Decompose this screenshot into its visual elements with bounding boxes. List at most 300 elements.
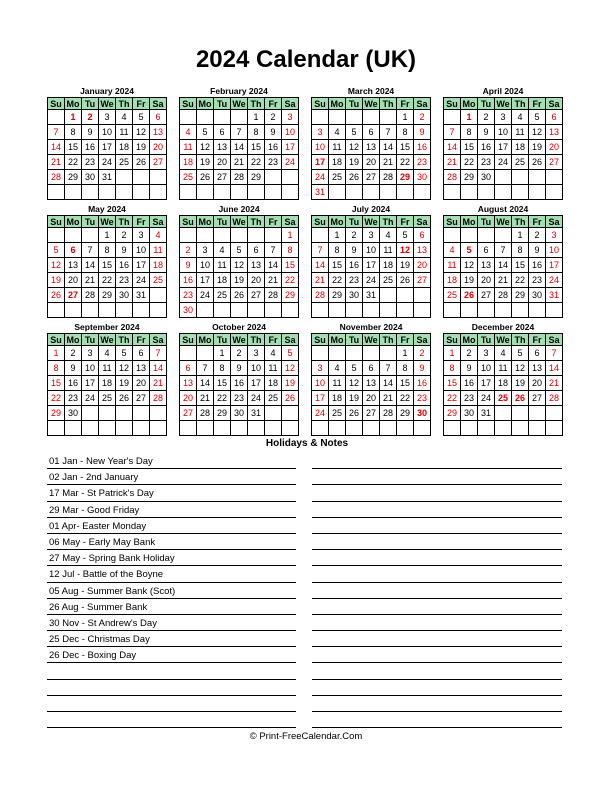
day-cell: 22 [397, 155, 414, 170]
day-cell: 14 [197, 376, 214, 391]
day-cell: 3 [248, 346, 265, 361]
note-line [312, 485, 562, 501]
day-cell [150, 303, 167, 318]
day-cell: 23 [529, 273, 546, 288]
day-cell: 18 [99, 376, 116, 391]
day-cell: 30 [461, 406, 478, 421]
day-cell [444, 303, 461, 318]
weekday-header: We [364, 98, 378, 109]
month-calendar [443, 322, 563, 436]
day-cell [265, 303, 282, 318]
month-calendar [179, 86, 299, 200]
day-cell: 10 [82, 361, 99, 376]
note-line [312, 599, 562, 615]
day-cell: 18 [329, 391, 346, 406]
day-cell: 13 [65, 258, 82, 273]
day-cell [478, 185, 495, 200]
week-row [48, 406, 167, 421]
day-cell: 4 [180, 125, 197, 140]
day-cell [282, 406, 299, 421]
day-cell: 8 [329, 243, 346, 258]
day-cell [265, 406, 282, 421]
week-row [312, 243, 431, 258]
weekday-header: Su [312, 216, 329, 228]
weekday-header: Fr [397, 98, 414, 110]
day-cell: 2 [414, 346, 431, 361]
day-cell [282, 170, 299, 185]
day-cell: 28 [265, 288, 282, 303]
weekday-header: Mo [66, 98, 80, 109]
weekday-header: Tu [346, 98, 363, 110]
week-row [48, 273, 167, 288]
day-cell: 7 [546, 346, 563, 361]
week-row [312, 406, 431, 421]
weekday-header: Su [444, 98, 461, 110]
day-cell: 15 [397, 140, 414, 155]
weekday-header: Sa [414, 216, 431, 228]
weekday-header: Mo [330, 98, 344, 109]
weekday-header: We [364, 216, 378, 227]
day-cell: 12 [529, 125, 546, 140]
week-row [48, 421, 167, 436]
day-cell: 30 [231, 406, 248, 421]
day-cell: 10 [495, 125, 512, 140]
weekday-header: Fr [529, 334, 546, 346]
weekday-header: We [100, 216, 114, 227]
day-cell: 9 [82, 125, 99, 140]
week-row [444, 258, 563, 273]
notes-lines [312, 453, 562, 728]
month-name: February 2024 [210, 86, 268, 96]
day-cell [231, 303, 248, 318]
day-cell: 22 [397, 391, 414, 406]
week-row [180, 406, 299, 421]
day-cell: 16 [65, 376, 82, 391]
day-cell: 28 [444, 170, 461, 185]
day-cell: 11 [99, 361, 116, 376]
day-cell: 17 [133, 258, 150, 273]
day-cell: 28 [380, 406, 397, 421]
day-cell: 26 [231, 288, 248, 303]
day-cell: 14 [150, 361, 167, 376]
day-cell: 11 [329, 376, 346, 391]
day-cell [282, 303, 299, 318]
day-cell: 6 [65, 243, 82, 258]
day-cell: 1 [329, 228, 346, 243]
day-cell [197, 421, 214, 436]
week-row [180, 155, 299, 170]
day-cell: 12 [346, 140, 363, 155]
day-cell: 21 [48, 155, 65, 170]
month-calendar [443, 204, 563, 318]
weekday-header: Tu [346, 216, 363, 228]
day-cell [312, 346, 329, 361]
day-cell: 24 [248, 391, 265, 406]
holiday-entry: 17 Mar - St Patrick's Day [47, 485, 296, 501]
day-cell: 16 [265, 140, 282, 155]
day-cell: 27 [180, 406, 197, 421]
day-cell: 6 [414, 228, 431, 243]
weekday-header: Su [180, 334, 197, 346]
note-line [312, 453, 562, 469]
weekday-header: Sa [546, 334, 563, 346]
weekday-header: Th [116, 216, 133, 228]
day-cell: 19 [231, 273, 248, 288]
day-cell: 22 [99, 273, 116, 288]
day-cell: 20 [363, 391, 380, 406]
day-cell [197, 346, 214, 361]
week-row [48, 346, 167, 361]
day-cell [546, 303, 563, 318]
day-cell: 24 [282, 155, 299, 170]
week-row [48, 391, 167, 406]
day-cell [478, 228, 495, 243]
day-cell [380, 303, 397, 318]
day-cell: 16 [461, 376, 478, 391]
day-cell: 8 [397, 125, 414, 140]
day-cell: 24 [312, 406, 329, 421]
day-cell: 2 [346, 228, 363, 243]
week-row [180, 228, 299, 243]
day-cell: 2 [414, 110, 431, 125]
day-cell: 13 [414, 243, 431, 258]
day-cell: 18 [150, 258, 167, 273]
day-cell: 20 [133, 376, 150, 391]
day-cell: 30 [414, 406, 431, 421]
week-row [444, 170, 563, 185]
day-cell [180, 421, 197, 436]
day-cell: 5 [346, 125, 363, 140]
day-cell: 4 [512, 110, 529, 125]
week-row [312, 361, 431, 376]
day-cell: 27 [363, 406, 380, 421]
day-cell: 15 [329, 258, 346, 273]
weekday-header: Th [248, 216, 265, 228]
day-cell: 3 [99, 110, 116, 125]
day-cell: 25 [214, 288, 231, 303]
day-cell [265, 421, 282, 436]
day-cell: 10 [546, 243, 563, 258]
day-cell [116, 406, 133, 421]
week-row [444, 140, 563, 155]
day-cell: 30 [529, 288, 546, 303]
day-cell [231, 228, 248, 243]
day-cell: 9 [231, 361, 248, 376]
day-cell: 11 [150, 243, 167, 258]
week-row [444, 185, 563, 200]
week-row [444, 125, 563, 140]
day-cell [48, 421, 65, 436]
day-cell: 18 [214, 273, 231, 288]
day-cell: 22 [48, 391, 65, 406]
week-row [48, 170, 167, 185]
day-cell: 7 [380, 361, 397, 376]
weekday-header: Th [248, 334, 265, 346]
month-calendar [311, 86, 431, 200]
day-cell: 4 [329, 361, 346, 376]
day-cell [65, 185, 82, 200]
day-cell [312, 303, 329, 318]
day-cell: 6 [529, 346, 546, 361]
day-cell: 21 [231, 155, 248, 170]
weekday-header: We [496, 216, 510, 227]
day-cell: 7 [48, 125, 65, 140]
week-row [48, 243, 167, 258]
month-name: October 2024 [212, 322, 266, 332]
day-cell: 25 [444, 288, 461, 303]
day-cell: 18 [116, 140, 133, 155]
day-cell [180, 185, 197, 200]
day-cell: 4 [265, 346, 282, 361]
day-cell: 3 [546, 228, 563, 243]
day-cell: 23 [461, 391, 478, 406]
day-cell: 12 [197, 140, 214, 155]
day-cell [414, 288, 431, 303]
day-cell: 4 [99, 346, 116, 361]
day-cell: 26 [116, 391, 133, 406]
day-cell [180, 346, 197, 361]
day-cell: 15 [444, 376, 461, 391]
day-cell [380, 346, 397, 361]
day-cell [248, 185, 265, 200]
day-cell: 24 [363, 273, 380, 288]
day-cell: 3 [312, 361, 329, 376]
holiday-entry: 01 Apr- Easter Monday [47, 518, 296, 534]
month-name: June 2024 [218, 204, 260, 214]
day-cell [231, 421, 248, 436]
day-cell: 30 [65, 406, 82, 421]
day-cell: 4 [150, 228, 167, 243]
day-cell: 25 [380, 273, 397, 288]
day-cell [116, 185, 133, 200]
note-line [47, 663, 296, 679]
day-cell [329, 110, 346, 125]
day-cell: 1 [65, 110, 82, 125]
day-cell [82, 421, 99, 436]
day-cell [529, 421, 546, 436]
day-cell: 30 [116, 288, 133, 303]
day-cell [82, 185, 99, 200]
month-name: August 2024 [477, 204, 529, 214]
weekday-header: Mo [330, 216, 344, 227]
day-cell [495, 228, 512, 243]
notes-title: Holidays & Notes [265, 438, 349, 449]
day-cell: 5 [116, 346, 133, 361]
weekday-header: Tu [82, 216, 99, 228]
day-cell: 17 [546, 258, 563, 273]
weekday-header: Su [444, 216, 461, 228]
week-row [444, 243, 563, 258]
day-cell: 25 [512, 155, 529, 170]
day-cell [512, 421, 529, 436]
weekday-header: Sa [282, 216, 299, 228]
weekday-header: Fr [265, 98, 282, 110]
weekday-header: We [232, 98, 246, 109]
week-row [48, 376, 167, 391]
day-cell: 24 [478, 391, 495, 406]
week-row [48, 155, 167, 170]
day-cell [444, 185, 461, 200]
day-cell [197, 303, 214, 318]
weekday-header: Fr [265, 216, 282, 228]
weekday-header: Th [248, 98, 265, 110]
day-cell [214, 110, 231, 125]
day-cell [99, 303, 116, 318]
day-cell: 30 [346, 288, 363, 303]
day-cell: 14 [380, 140, 397, 155]
day-cell: 3 [197, 243, 214, 258]
note-line [312, 583, 562, 599]
day-cell: 14 [265, 258, 282, 273]
day-cell: 10 [312, 376, 329, 391]
day-cell [397, 421, 414, 436]
day-cell: 8 [48, 361, 65, 376]
day-cell [363, 346, 380, 361]
week-row [444, 273, 563, 288]
day-cell [312, 228, 329, 243]
week-row [48, 288, 167, 303]
weekday-header: Su [180, 98, 197, 110]
day-cell: 17 [82, 376, 99, 391]
week-row [180, 125, 299, 140]
day-cell [512, 406, 529, 421]
month-name: July 2024 [351, 204, 391, 214]
day-cell: 5 [282, 346, 299, 361]
day-cell: 16 [231, 376, 248, 391]
day-cell: 25 [99, 391, 116, 406]
weekday-header: Fr [529, 98, 546, 110]
day-cell: 8 [461, 125, 478, 140]
day-cell [150, 421, 167, 436]
day-cell [214, 228, 231, 243]
day-cell: 15 [461, 140, 478, 155]
day-cell: 20 [248, 273, 265, 288]
day-cell: 8 [282, 243, 299, 258]
day-cell: 16 [116, 258, 133, 273]
day-cell: 27 [214, 170, 231, 185]
day-cell [48, 185, 65, 200]
month-calendar [47, 322, 167, 436]
weekday-header: We [496, 98, 510, 109]
holiday-entry: 26 Aug - Summer Bank [47, 599, 296, 615]
weekday-header: Sa [150, 334, 167, 346]
month-table [47, 215, 167, 318]
day-cell: 12 [397, 243, 414, 258]
day-cell: 19 [116, 376, 133, 391]
day-cell [546, 170, 563, 185]
day-cell [214, 185, 231, 200]
month-calendar [311, 322, 431, 436]
day-cell: 5 [231, 243, 248, 258]
week-row [444, 110, 563, 125]
day-cell: 13 [133, 361, 150, 376]
day-cell: 19 [346, 391, 363, 406]
month-table [47, 333, 167, 436]
day-cell: 10 [478, 361, 495, 376]
weekday-header: Tu [214, 98, 231, 110]
day-cell: 13 [180, 376, 197, 391]
month-table [443, 97, 563, 200]
day-cell: 18 [495, 376, 512, 391]
day-cell: 11 [512, 125, 529, 140]
month-table [311, 215, 431, 318]
day-cell: 26 [512, 391, 529, 406]
day-cell [363, 303, 380, 318]
day-cell: 16 [82, 140, 99, 155]
day-cell [197, 185, 214, 200]
day-cell: 28 [312, 288, 329, 303]
day-cell [414, 421, 431, 436]
note-line [312, 712, 562, 728]
day-cell: 14 [231, 140, 248, 155]
day-cell [133, 185, 150, 200]
day-cell: 12 [512, 361, 529, 376]
weekday-header: Su [312, 334, 329, 346]
day-cell: 2 [180, 243, 197, 258]
day-cell: 19 [197, 155, 214, 170]
day-cell [529, 406, 546, 421]
day-cell: 26 [529, 155, 546, 170]
day-cell [214, 303, 231, 318]
day-cell: 3 [133, 228, 150, 243]
weekday-header: Su [48, 98, 65, 110]
week-row [444, 303, 563, 318]
month-name: January 2024 [80, 86, 134, 96]
day-cell: 18 [512, 140, 529, 155]
day-cell: 9 [461, 361, 478, 376]
weekday-header: Fr [265, 334, 282, 346]
day-cell: 7 [444, 125, 461, 140]
day-cell: 15 [48, 376, 65, 391]
day-cell [346, 303, 363, 318]
day-cell: 27 [529, 391, 546, 406]
day-cell [444, 421, 461, 436]
day-cell: 6 [546, 110, 563, 125]
day-cell: 15 [99, 258, 116, 273]
week-row [444, 406, 563, 421]
day-cell [512, 185, 529, 200]
day-cell: 1 [397, 346, 414, 361]
day-cell: 28 [380, 170, 397, 185]
day-cell: 19 [397, 258, 414, 273]
day-cell: 15 [512, 258, 529, 273]
day-cell [495, 303, 512, 318]
day-cell: 24 [546, 273, 563, 288]
day-cell: 3 [312, 125, 329, 140]
day-cell: 27 [414, 273, 431, 288]
day-cell: 27 [248, 288, 265, 303]
day-cell [150, 288, 167, 303]
day-cell: 3 [495, 110, 512, 125]
holiday-entry: 29 Mar - Good Friday [47, 502, 296, 518]
weekday-header: Su [48, 216, 65, 228]
day-cell: 29 [214, 406, 231, 421]
day-cell: 10 [197, 258, 214, 273]
week-row [312, 110, 431, 125]
day-cell: 22 [65, 155, 82, 170]
week-row [48, 110, 167, 125]
month-table [179, 215, 299, 318]
week-row [312, 140, 431, 155]
week-row [444, 346, 563, 361]
day-cell: 7 [197, 361, 214, 376]
week-row [444, 421, 563, 436]
day-cell: 16 [529, 258, 546, 273]
day-cell [116, 421, 133, 436]
day-cell: 11 [214, 258, 231, 273]
day-cell: 10 [363, 243, 380, 258]
week-row [312, 258, 431, 273]
